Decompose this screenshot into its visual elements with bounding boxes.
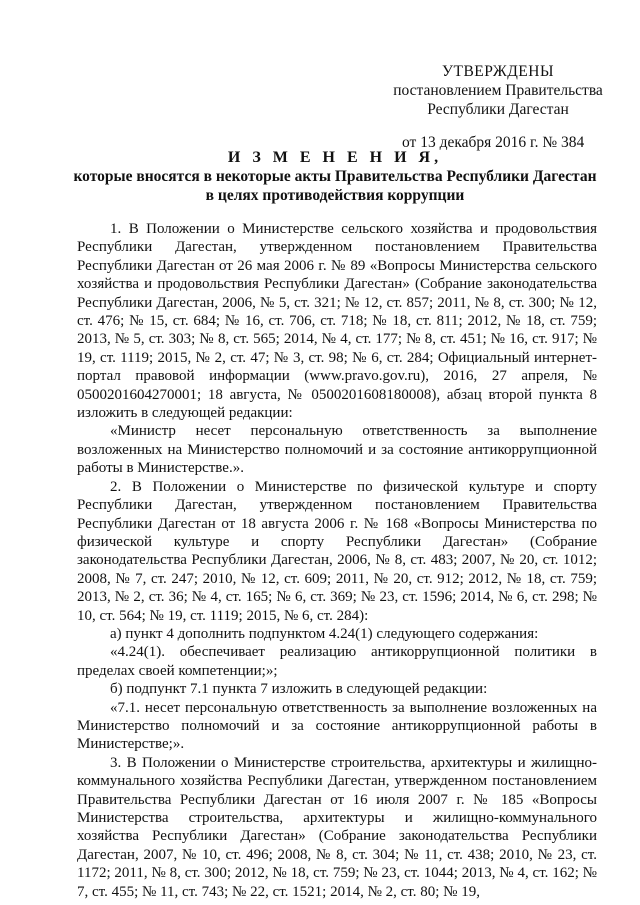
heading-line-1: которые вносятся в некоторые акты Правительства Республики Дагестан [73,168,597,185]
approval-title: УТВЕРЖДЕНЫ [442,63,554,80]
paragraph: а) пункт 4 дополнить подпунктом 4.24(1) следующего содержания: [110,625,539,642]
paragraph: «7.1. несет персональную ответственность за выполнение возложенных на Министерство полномочий и за состояние антикоррупционной работы в Министерстве;». [77,699,597,753]
heading-title: И З М Е Н Е Н И Я, [227,149,443,166]
approval-line-1: постановлением Правительства [393,82,603,99]
paragraph: 1. В Положении о Министерстве сельского хозяйства и продовольствия Республики Дагестан, утвержденном постановлением Правительства Республики Дагестан от 26 мая 2006 г. № 89 «Вопросы Министерства сельского хозяйства и продовольствия Республики Дагестан» (Собрание законодательства Республики Дагестан, 2006, № 5, ст. 321; № 12, ст. 857; 2011, № 8, ст. 300; № 12, ст. 476; № 15, ст. 684; № 16, ст. 706, ст. 718; № 18, ст. 811; 2012, № 18, ст. 759; 2013, № 5, ст. 303; № 8, ст. 565; 2014, № 4, ст. 177; № 8, ст. 451; № 16, ст. 917; № 19, ст. 1119; 2015, № 2, ст. 47; № 3, ст. 98; № 6, ст. 284; Официальный интернет-портал правовой информации (www.pravo.gov.ru), 2016, 27 апреля, № 0500201604270001; 18 августа, № 0500201608180008), абзац второй пункта 8 изложить в следующей редакции: [77,221,597,422]
paragraph: 2. В Положении о Министерстве по физической культуре и спорту Республики Дагестан, утвержденном постановлением Правительства Республики Дагестан от 18 августа 2006 г. № 168 «Вопросы Министерства по физической культуре и спорту Республики Дагестан» (Собрание законодательства Республики Дагестан, 2006, № 8, ст. 483; 2007, № 20, ст. 1012; 2008, № 7, ст. 247; 2010, № 12, ст. 609; 2011, № 20, ст. 912; 2012, № 18, ст. 759; 2013, № 2, ст. 36; № 4, ст. 165; № 6, ст. 369; № 23, ст. 1596; 2014, № 6, ст. 298; № 10, ст. 564; № 19, ст. 1119; 2015, № 6, ст. 284): [77,478,597,624]
heading-line-2: в целях противодействия коррупции [205,187,465,204]
approval-stamp [388,62,608,152]
document-heading [70,148,600,205]
document-body [77,220,597,901]
paragraph: 3. В Положении о Министерстве строительства, архитектуры и жилищно-коммунального хозяйства Республики Дагестан, утвержденном постановлением Правительства Республики Дагестан от 16 июля 2007 г. № 185 «Вопросы Министерства строительства, архитектуры и жилищно-коммунального хозяйства Республики Дагестан» (Собрание законодательства Республики Дагестан, 2007, № 10, ст. 496; 2008, № 8, ст. 304; № 11, ст. 438; 2010, № 23, ст. 1172; 2011, № 8, ст. 300; 2012, № 18, ст. 759; № 23, ст. 1044; 2013, № 4, ст. 162; № 7, ст. 455; № 11, ст. 743; № 22, ст. 1521; 2014, № 2, ст. 80; № 19, [77,754,597,900]
approval-line-2: Республики Дагестан [427,101,569,118]
approval-date: от 13 декабря 2016 г. № 384 [402,134,585,151]
paragraph: «Министр несет персональную ответственность за выполнение возложенных на Министерство полномочий и за состояние антикоррупционной работы в Министерстве.». [77,423,597,477]
paragraph: б) подпункт 7.1 пункта 7 изложить в следующей редакции: [110,681,488,698]
paragraph: «4.24(1). обеспечивает реализацию антикоррупционной политики в пределах своей компетенции;»; [77,644,597,679]
